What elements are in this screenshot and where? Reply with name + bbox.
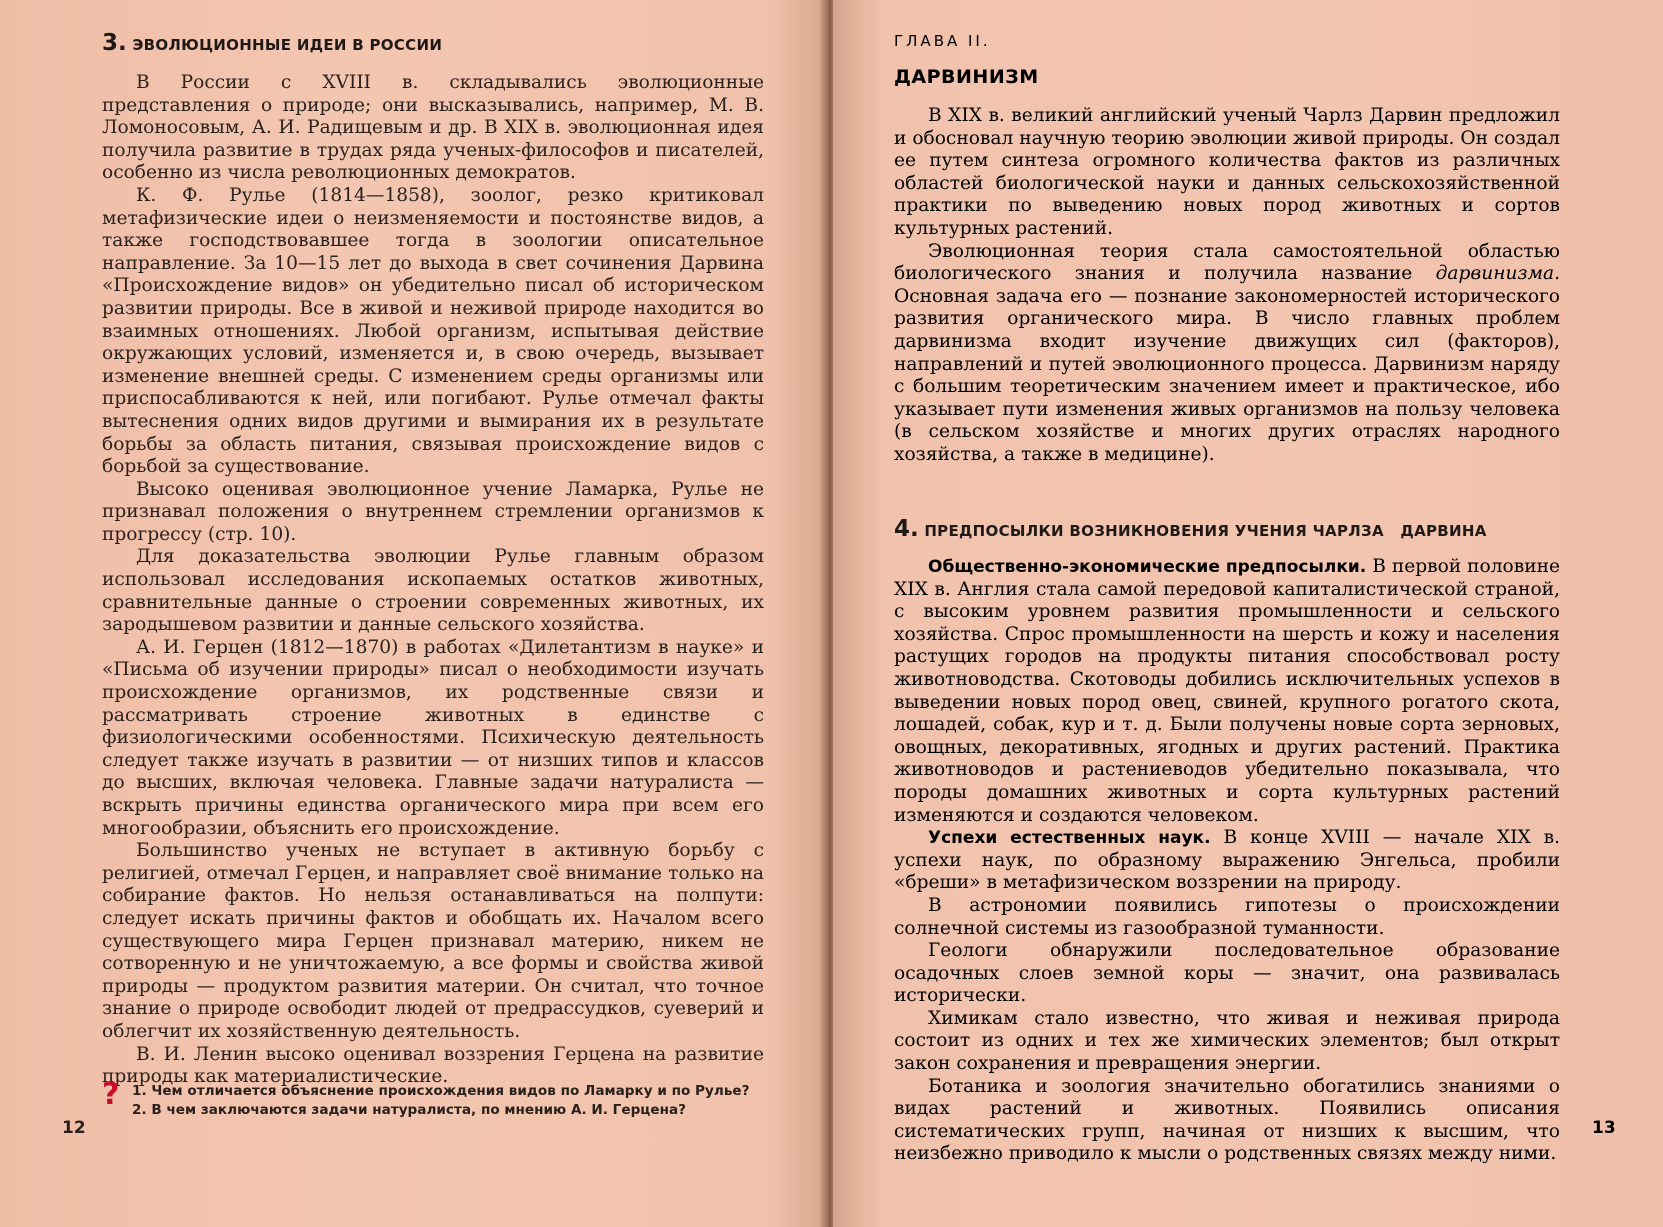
section-number: 3. <box>102 30 127 56</box>
bold-lead: Общественно-экономические предпосылки. <box>928 557 1367 577</box>
text-run: Эволюционная теория стала самостоятельной областью биологического знания и получила название <box>894 240 1560 285</box>
page-number-right: 13 <box>1592 1118 1616 1138</box>
paragraph: Химикам стало известно, что живая и неживая природа состоит из одних и тех же химических элементов; был открыт закон сохранения и превращения энергии. <box>894 1007 1560 1075</box>
paragraph: А. И. Герцен (1812—1870) в работах «Дилетантизм в науке» и «Письма об изучении природы» писал о необходимости изучать происхождение организмов, их родственные связи и рассматривать строение животных в единстве с физиологическими особенностями. Психическую деятельность следует также изучать в развитии — от низших типов и классов до высших, включая человека. Главные задачи натуралиста — вскрыть причины единства органического мира при всем его многообразии, объяснить его происхождение. <box>102 636 764 839</box>
section-3-heading <box>102 30 442 56</box>
right-text-column <box>894 556 1560 1166</box>
right-intro-column <box>894 105 1560 467</box>
text-run: В конце XVIII — начале XIX в. успехи наук, по образному выражению Энгельса, пробили «бреши» в метафизическом воззрении на природу. <box>894 827 1560 894</box>
paragraph: К. Ф. Рулье (1814—1858), зоолог, резко критиковал метафизические идеи о неизменяемости и постоянстве видов, а также господствовавшее тогда в зоологии описательное направление. За 10—15 лет до выхода в свет сочинения Дарвина «Происхождение видов» он убедительно писал об историческом развитии природы. Все в живой и неживой природе находится во взаимных отношениях. Любой организм, испытывая действие окружающих условий, изменяется и, в свою очередь, вызывает изменение внешней среды. С изменением среды организмы или приспосабливаются к ней, или погибают. Рулье отмечал факты вытеснения одних видов другими и вымирания их в результате борьбы за область питания, связывая происхождение видов с борьбой за существование. <box>102 184 764 478</box>
text-run: Основная задача его — познание закономерностей исторического развития органического мира. В число главных проблем дарвинизма входит изучение движущих сил (факторов), направлений и путей эволюционного процесса. Дарвинизм наряду с большим теоретическим значением имеет и практическое, ибо указывает пути изменения живых организмов на пользу человека (в сельском хозяйстве и многих других отраслях народного хозяйства, а также в медицине). <box>894 285 1560 465</box>
paragraph: В XIX в. великий английский ученый Чарлз Дарвин предложил и обосновал научную теорию эволюции живой природы. Он создал ее путем синтеза огромного количества фактов из различных областей биологической науки и данных сельскохозяйственной практики по выведению новых пород животных и сортов культурных растений. <box>894 105 1560 239</box>
paragraph <box>894 241 1560 467</box>
review-questions <box>102 1077 764 1120</box>
paragraph: Для доказательства эволюции Рулье главным образом использовал исследования ископаемых остатков животных, сравнительные данные о строении современных животных, их зародышевом развитии и данные сельского хозяйства. <box>102 546 764 636</box>
paragraph: Ботаника и зоология значительно обогатились знаниями о видах растений и животных. Появились описания систематических групп, начиная от низших к высшим, что неизбежно приводило к мысли о родственных связях между ними. <box>894 1075 1560 1165</box>
paragraph: В астрономии появились гипотезы о происхождении солнечной системы из газообразной туманности. <box>894 894 1560 939</box>
section-4-heading <box>894 516 1487 542</box>
question-text: 1. Чем отличается объяснение происхождения видов по Ламарку и по Рулье? 2. В чем заключаются задачи натуралиста, по мнению А. И. Герцена? <box>132 1083 750 1118</box>
paragraph <box>894 556 1560 827</box>
section-title: ПРЕДПОСЫЛКИ ВОЗНИКНОВЕНИЯ УЧЕНИЯ ЧАРЛЗА ДАРВИНА <box>924 522 1487 540</box>
chapter-label: ГЛАВА II. <box>894 32 991 50</box>
page-number-left: 12 <box>62 1118 86 1138</box>
chapter-title: ДАРВИНИЗМ <box>894 66 1039 88</box>
paragraph: Геологи обнаружили последовательное образование осадочных слоев земной коры — значит, она развивалась исторически. <box>894 940 1560 1007</box>
section-title: ЭВОЛЮЦИОННЫЕ ИДЕИ В РОССИИ <box>132 36 443 54</box>
left-page <box>0 0 825 1227</box>
paragraph: В России с XVIII в. складывались эволюционные представления о природе; они высказывались, например, М. В. Ломоносовым, А. И. Радищевым и др. В XIX в. эволюционная идея получила развитие в трудах ряда ученых-философов и писателей, особенно из числа революционных демократов. <box>102 72 764 184</box>
bold-lead: Успехи естественных наук. <box>928 828 1211 849</box>
paragraph: В. И. Ленин высоко оценивал воззрения Герцена на развитие природы как материалистические. <box>102 1043 764 1088</box>
paragraph <box>894 827 1560 895</box>
question-mark-icon: ? <box>102 1077 120 1112</box>
paragraph: Высоко оценивая эволюционное учение Ламарка, Рулье не признавал положения о внутреннем стремлении организмов к прогрессу (стр. 10). <box>102 478 764 545</box>
paragraph: Большинство ученых не вступает в активную борьбу с религией, отмечал Герцен, и направляет своё внимание только на собирание фактов. Но нельзя останавливаться на полпути: следует искать причины фактов и обобщать их. Началом всего существующего мира Герцен признавал материю, никем не сотворенную и не уничтожаемую, а все формы и свойства живой природы — продуктом развития материи. Он считал, что точное знание о природе освободит людей от предрассудков, суеверий и облегчит их хозяйственную деятельность. <box>102 840 764 1042</box>
italic-term: дарвинизма. <box>1435 263 1560 285</box>
text-run: В первой половине XIX в. Англия стала самой передовой капиталистической страной, с высоким уровнем развития промышленности и сельского хозяйства. Спрос промышленности на шерсть и кожу и населения растущих городов на продукты питания способствовал росту животноводства. Скотоводы добились исключительных успехов в выведении новых пород овец, свиней, крупного рогатого скота, лошадей, собак, кур и т. д. Были получены новые сорта зерновых, овощных, декоративных, ягодных и других растений. Практика животноводов и растениеводов убедительно показывала, что породы домашних животных и сорта культурных растений изменяются и создаются человеком. <box>894 556 1560 826</box>
section-number: 4. <box>894 516 919 542</box>
left-text-column <box>102 72 764 1089</box>
